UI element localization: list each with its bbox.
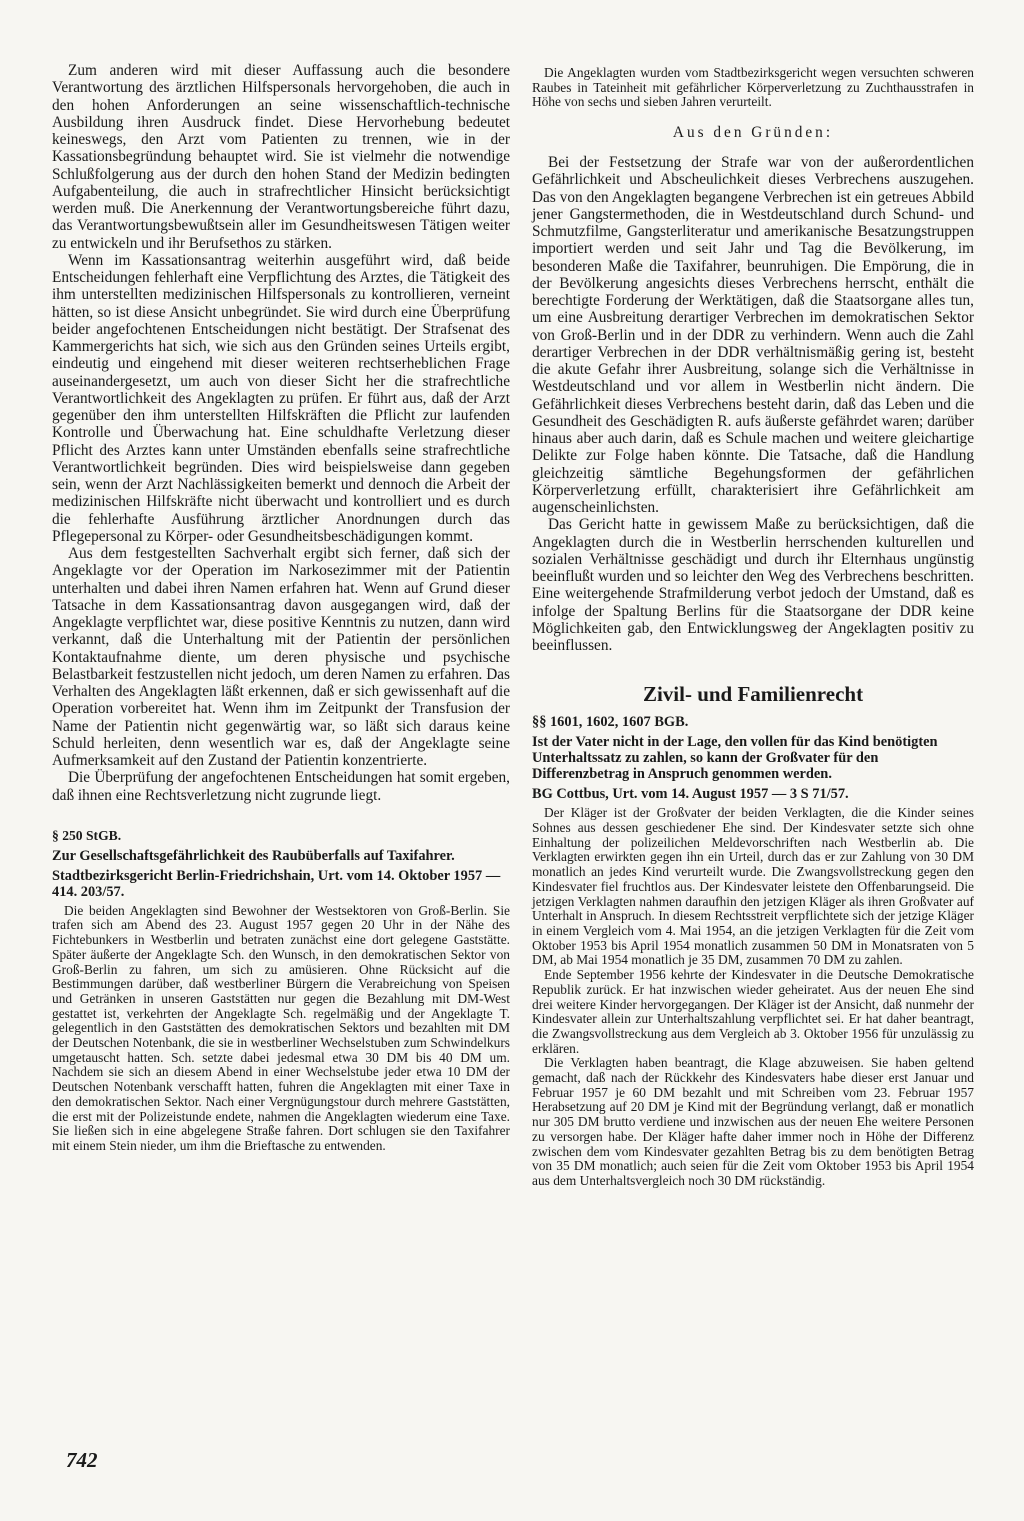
body-paragraph: Bei der Festsetzung der Strafe war von der außerordentlichen Gefährlichkeit und Abscheulichkeit dieses Verbrechens auszugehen. Das von den Angeklagten begangene Verbrechen ist ein getreues Abbild jener Gangstermethoden, die in Westdeutschland durch Schund- und Schmutzfilme, Gangsterliteratur und amerikanische Besatzungstruppen importiert werden und seit Jahr und Tag die Bevölkerung, im besonderen Maße die Taxifahrer, beunruhigen. Die Empörung, die in der Bevölkerung angesichts dieses Verbrechens herrscht, enthält die berechtigte Forderung der Werktätigen, daß die Staatsorgane alles tun, um eine Ausbreitung derartiger Verbrechen im demokratischen Sektor von Groß-Berlin und in der DDR zu verhindern. Wenn auch die Zahl derartiger Verbrechen in der DDR verhältnismäßig gering ist, besteht die akute Gefahr ihrer Ausbreitung, solange sich die Verhältnisse in Westdeutschland und vor allem in Westberlin nicht ändern. Die Gefährlichkeit dieses Verbrechens besteht darin, daß das Leben und die Gesundheit des Geschädigten R. aufs äußerste gefährdet waren; darüber hinaus aber auch darin, daß es Schule machen und weitere gleichartige Delikte zur Folge haben könnte. Die Tatsache, daß die Handlung gleichzeitig sämtliche Begehungsformen der gefährlichen Körperverletzung erfüllt, charakterisiert ihre Gefährlichkeit am augenscheinlichsten. xyxy=(532,154,974,517)
right-column xyxy=(532,66,974,1189)
case-facts: Der Kläger ist der Großvater der beiden Verklagten, die die Kinder seines Sohnes aus dessen geschiedener Ehe sind. Der Kindesvater setzte sich ohne Einhaltung der polizeilichen Meldevorschriften nach Westberlin ab. Die Verklagten erwirkten gegen ihn ein Urteil, durch das er zur Zahlung von 30 DM monatlich an jedes Kind verurteilt wurde. Die Zwangsvollstreckung gegen den Kindesvater fiel fruchtlos aus. Der Kindesvater leistete den Offenbarungseid. Die jetzigen Verklagten nahmen daraufhin den jetzigen Kläger als ihren Großvater auf Unterhalt in Anspruch. In diesem Rechtsstreit verpflichtete sich der jetzige Kläger in einem Vergleich vom 4. Mai 1954, an die jetzigen Verklagten für die Zeit vom Oktober 1953 bis April 1954 monatlich zusammen 50 DM in Monatsraten von 5 DM, ab Mai 1954 monatlich je 35 DM, zusammen 70 DM zu zahlen. xyxy=(532,805,974,968)
case-facts: Ende September 1956 kehrte der Kindesvater in die Deutsche Demokratische Republik zurück. Er hat inzwischen wieder geheiratet. Aus der neuen Ehe sind drei weitere Kinder hervorgegangen. Der Kläger ist der Ansicht, daß nunmehr der Kindesvater allein zur Unterhaltszahlung verpflichtet sei. Er hat daher beantragt, die Zwangsvollstreckung aus dem Vergleich ab 3. Oktober 1956 für unzulässig zu erklären. xyxy=(532,967,974,1056)
case-court-citation: BG Cottbus, Urt. vom 14. August 1957 — 3 S 71/57. xyxy=(532,786,849,803)
body-paragraph: Wenn im Kassationsantrag weiterhin ausgeführt wird, daß beide Entscheidungen fehlerhaft eine Verpflichtung des Arztes, die Tätigkeit des ihm unterstellten medizinischen Hilfspersonals zu kontrollieren, verneint hätten, so ist diese Ansicht unbegründet. Sie wird durch eine Überprüfung beider angefochtenen Entscheidungen nicht bestätigt. Der Strafsenat des Kammergerichts hat sich, wie sich aus den Gründen seines Urteils ergibt, eindeutig und eingehend mit dieser weiteren rechtserheblichen Frage auseinandergesetzt, um auch von dieser Sicht her die strafrechtliche Verantwortlichkeit des Angeklagten zu prüfen. Er führt aus, daß der Arzt gegenüber den ihm unterstellten Hilfskräften die Pflicht zur laufenden Kontrolle und Überwachung hat. Eine schuldhafte Verletzung dieser Pflicht des Arztes kann unter Umständen ebenfalls seine strafrechtliche Verantwortlichkeit begründen. Dies wird beispielsweise dann gegeben sein, wenn der Arzt Nachlässigkeiten bemerkt und dennoch die Arbeit der medizinischen Hilfskräfte nicht überwacht und kontrolliert und es durch die fehlerhafte Ausführung ärztlicher Anordnungen durch das Pflegepersonal zu Körper- oder Gesundheitsbeschädigungen kommt. xyxy=(52,251,510,545)
case-headnote: Ist der Vater nicht in der Lage, den vollen für das Kind benötigten Unterhaltssatz zu zahlen, so kann der Großvater für den Differenzbetrag in Anspruch genommen werden. xyxy=(532,734,938,783)
case-facts: Die beiden Angeklagten sind Bewohner der Westsektoren von Groß-Berlin. Sie trafen sich am Abend des 23. August 1957 gegen 20 Uhr in der Nähe des Fichtebunkers in Westberlin und betraten zunächst eine dort gelegene Gaststätte. Später äußerte der Angeklagte Sch. den Wunsch, in den demokratischen Sektor von Groß-Berlin zu fahren, um sich zu amüsieren. Ohne Rücksicht auf die Bestimmungen darüber, daß westberliner Bürgern die Verabreichung von Speisen und Getränken in unseren Gaststätten nur gegen die Bezahlung mit DM-West gestattet ist, verkehrten der Angeklagte Sch. regelmäßig und der Angeklagte T. gelegentlich in den Gaststätten des demokratischen Sektors und bezahlten mit DM der Deutschen Notenbank, die sie in westberliner Wechselstuben zum Schwindelkurs umgetauscht hatten. Sch. setzte dabei jedesmal etwa 30 DM bis 40 DM um. Nachdem sie sich an diesem Abend in einer Wechselstube jeder etwa 10 DM der Deutschen Notenbank verschafft hatten, fuhren die Angeklagten mit einer Taxe in den demokratischen Sektor. Nach einer Vergnügungstour durch mehrere Gaststätten, die erst mit der Polizeistunde endete, nahmen die Angeklagten wiederum eine Taxe. Sie ließen sich in eine abgelegene Straße fahren. Dort schlugen sie den Taxifahrer mit einem Stein nieder, um ihm die Brieftasche zu entwenden. xyxy=(52,902,510,1153)
section-title: Zivil- und Familienrecht xyxy=(642,682,864,707)
reasons-heading: Aus den Gründen: xyxy=(672,124,834,142)
left-column xyxy=(52,62,510,1154)
page-number: 742 xyxy=(66,1448,98,1472)
case-norm: §§ 1601, 1602, 1607 BGB. xyxy=(532,714,689,731)
case-norm: § 250 StGB. xyxy=(52,827,122,843)
body-paragraph: Aus dem festgestellten Sachverhalt ergibt sich ferner, daß sich der Angeklagte vor der Operation im Narkosezimmer mit der Patientin unterhalten und dabei ihren Namen erfahren hat. Wenn auf Grund dieser Tatsache in dem Kassationsantrag davon ausgegangen wird, daß der Angeklagte verpflichtet war, diese positive Kenntnis zu nutzen, dann wird verkannt, daß die Unterhaltung mit der Patientin der persönlichen Kontaktaufnahme diente, um deren physische und psychische Belastbarkeit festzustellen nicht jedoch, um deren Namen zu erfahren. Das Verhalten des Angeklagten läßt erkennen, daß er sich gewissenhaft auf die Operation vorbereitet hat. Wenn ihm im Zeitpunkt der Transfusion der Name der Patientin nicht gegenwärtig war, so läßt sich daraus keine Schuld herleiten, denn wesentlich war es, daß der Angeklagte seine Aufmerksamkeit auf den Zustand der Patientin konzentrierte. xyxy=(52,545,510,769)
case-court-citation: Stadtbezirksgericht Berlin-Friedrichshain, Urt. vom 14. Oktober 1957 — 414. 203/57. xyxy=(52,867,501,900)
body-paragraph: Die Überprüfung der angefochtenen Entscheidungen hat somit ergeben, daß ihnen eine Rechtsverletzung nicht zugrunde liegt. xyxy=(52,769,510,804)
verdict-intro: Die Angeklagten wurden vom Stadtbezirksgericht wegen versuchten schweren Raubes in Tateinheit mit gefährlicher Körperverletzung zu Zuchthausstrafen in Höhe von sechs und sieben Jahren verurteilt. xyxy=(532,65,974,110)
case-headnote: Zur Gesellschaftsgefährlichkeit des Raubüberfalls auf Taxifahrer. xyxy=(52,847,455,864)
case-facts: Die Verklagten haben beantragt, die Klage abzuweisen. Sie haben geltend gemacht, daß nach der Rückkehr des Kindesvaters habe dieser erst Januar und Februar 1957 je 60 DM bezahlt und mit Schreiben vom 23. Februar 1957 Herabsetzung auf 20 DM je Kind mit der Begründung verlangt, daß er monatlich nur 305 DM brutto verdiene und inzwischen aus der neuen Ehe weitere Personen zu versorgen habe. Der Kläger hafte daher immer noch in Höhe der Differenz zwischen dem vom Kindesvater gezahlten Betrag bis zu dem benötigten Betrag von 35 DM monatlich; auch seien für die Zeit vom Oktober 1953 bis April 1954 aus dem Unterhaltsvergleich noch 30 DM rückständig. xyxy=(532,1055,974,1188)
body-paragraph: Das Gericht hatte in gewissem Maße zu berücksichtigen, daß die Angeklagten durch die in Westberlin herrschenden kulturellen und sozialen Verhältnisse geschädigt und durch ihr Elternhaus ungünstig beeinflußt wurden und so leichter den Weg des Verbrechens beschritten. Eine weitergehende Strafmilderung verbot jedoch der Umstand, daß es infolge der Spaltung Berlins für die Staatsorgane der DDR keine Möglichkeiten gab, den Entwicklungsweg der Angeklagten positiv zu beeinflussen. xyxy=(532,516,974,655)
body-paragraph: Zum anderen wird mit dieser Auffassung auch die besondere Verantwortung des ärztlichen Hilfspersonals hervorgehoben, die auch in den hohen Anforderungen an seine wissenschaftlich-technische Ausbildung ihren Ausdruck findet. Diese Hervorhebung bedeutet keineswegs, den Arzt vom Patienten zu trennen, wie in der Kassationsbegründung behauptet wird. Sie ist vielmehr die notwendige Schlußfolgerung aus der durch den hohen Stand der Medizin bedingten Aufgabenteilung, die auch in strafrechtlicher Hinsicht berücksichtigt werden muß. Die Anerkennung der Verantwortungsbereiche führt dazu, das Verantwortungsbewußtsein aller im Gesundheitswesen Tätigen weiter zu entwickeln und ihr Berufsethos zu stärken. xyxy=(52,62,510,252)
